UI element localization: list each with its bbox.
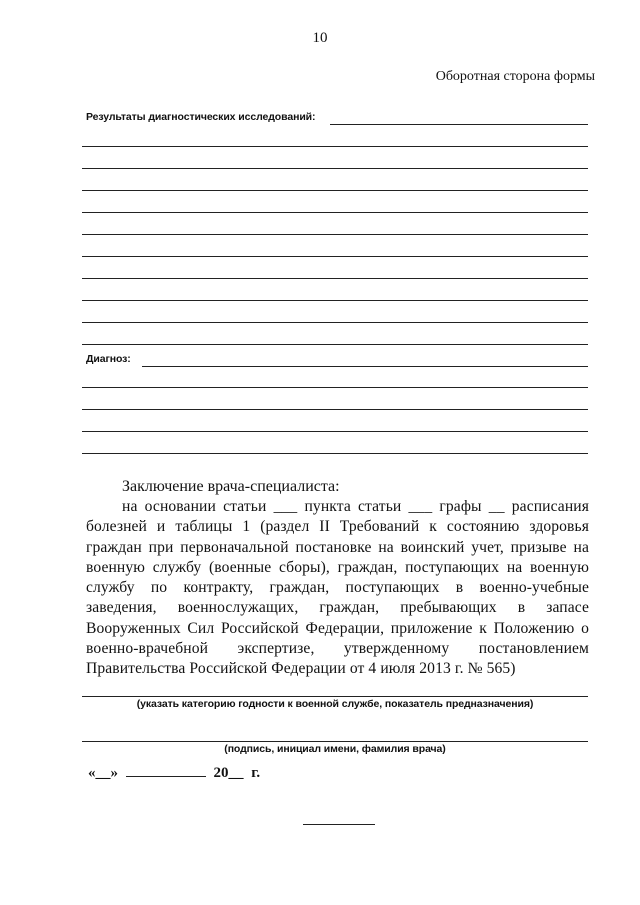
signature-caption: (подпись, инициал имени, фамилия врача) — [224, 743, 446, 755]
diagnosis-line[interactable] — [82, 453, 588, 454]
results-line[interactable] — [82, 322, 588, 323]
results-line[interactable] — [82, 300, 588, 301]
category-line[interactable] — [82, 696, 588, 697]
date-day-blank[interactable]: __ — [95, 765, 111, 781]
form-side-heading: Оборотная сторона формы — [435, 69, 595, 84]
signature-line[interactable] — [82, 741, 588, 742]
results-line[interactable] — [82, 234, 588, 235]
results-line[interactable] — [82, 278, 588, 279]
diagnosis-line[interactable] — [82, 409, 588, 410]
date-year-suffix: г. — [251, 765, 261, 781]
page-number: 10 — [312, 30, 328, 46]
diagnosis-label: Диагноз: — [86, 353, 131, 365]
conclusion-title: Заключение врача-специалиста: — [122, 478, 340, 495]
date-line — [88, 764, 260, 782]
date-close-quote: » — [110, 765, 118, 781]
date-open-quote: « — [88, 765, 96, 781]
results-line[interactable] — [82, 168, 588, 169]
category-caption: (указать категорию годности к военной службе, показатель предназначения) — [136, 698, 534, 710]
conclusion-body: на основании статьи ___ пункта статьи ___ графы __ расписания болезней и таблицы 1 (раздел II Требований к состоянию здоровья граждан при первоначальной постановке на воинский учет, призыве на военную службу (военные сборы), граждан, поступающих на военную службу по контракту, граждан, поступающих в военно-учебные заведения, военнослужащих, граждан, пребывающих в запасе Вооруженных Сил Российской Федерации, приложение к Положению о военно-врачебной экспертизе, утвержденному постановлением Правительства Российской Федерации от 4 июля 2013 г. № 565) — [86, 498, 589, 678]
results-line[interactable] — [330, 124, 588, 125]
results-line[interactable] — [82, 190, 588, 191]
diagnosis-line[interactable] — [142, 366, 588, 367]
diagnosis-line[interactable] — [82, 431, 588, 432]
bottom-separator — [303, 824, 375, 825]
diagnosis-line[interactable] — [82, 387, 588, 388]
results-line[interactable] — [82, 344, 588, 345]
results-line[interactable] — [82, 256, 588, 257]
results-line[interactable] — [82, 212, 588, 213]
date-year-prefix: 20 — [213, 765, 229, 781]
date-year-blank[interactable]: __ — [228, 765, 244, 781]
results-label: Результаты диагностических исследований: — [86, 111, 316, 123]
date-month-blank[interactable] — [126, 764, 206, 777]
results-line[interactable] — [82, 146, 588, 147]
